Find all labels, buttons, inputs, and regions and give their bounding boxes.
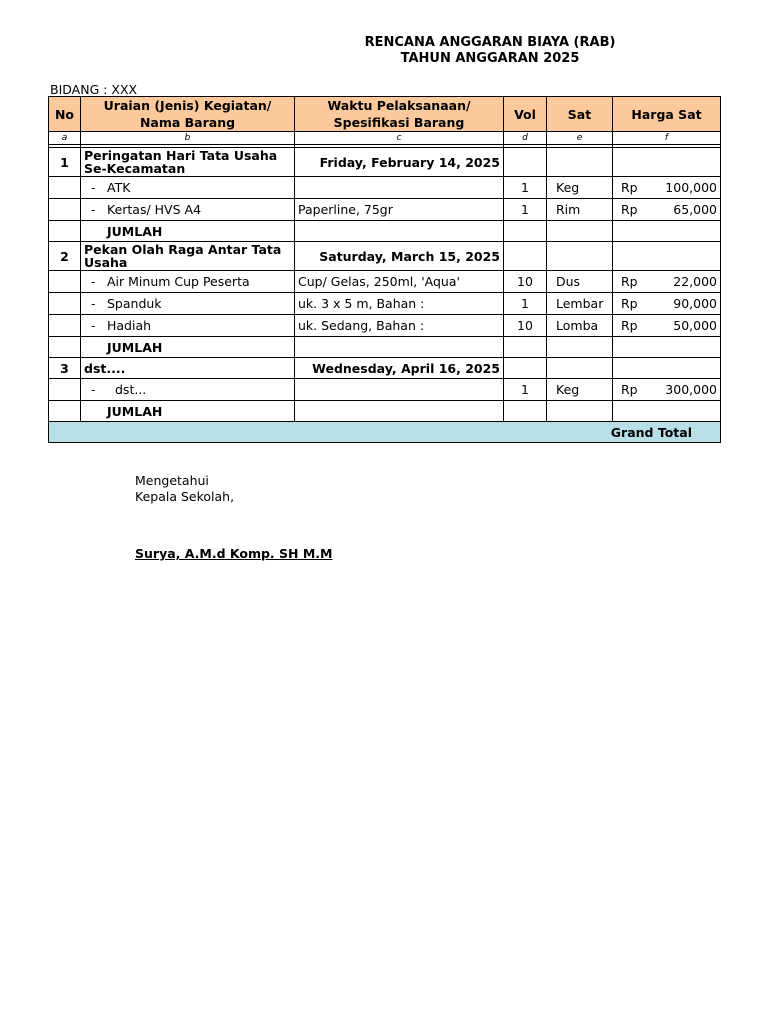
col-letter: c — [295, 132, 504, 145]
col-header-sat: Sat — [547, 97, 613, 132]
currency-label: Rp — [621, 318, 638, 333]
item-spec — [295, 379, 504, 401]
activity-row — [49, 148, 721, 177]
item-bullet: - — [91, 318, 96, 333]
item-bullet: - — [91, 202, 96, 217]
empty-cell — [613, 242, 721, 271]
empty-cell — [49, 337, 81, 358]
item-volume: 10 — [504, 315, 547, 337]
item-unit: Lomba — [547, 315, 613, 337]
empty-cell — [547, 401, 613, 422]
price-value: 300,000 — [665, 382, 717, 397]
item-row — [49, 315, 721, 337]
currency-label: Rp — [621, 296, 638, 311]
activity-date: Friday, February 14, 2025 — [295, 148, 504, 177]
signatory-name: Surya, A.M.d Komp. SH M.M — [135, 546, 333, 561]
item-bullet: - — [91, 296, 96, 311]
subtotal-label: JUMLAH — [81, 401, 295, 422]
item-price-cell — [613, 293, 721, 315]
col-header-vol: Vol — [504, 97, 547, 132]
col-letter: f — [613, 132, 721, 145]
item-price — [616, 318, 717, 333]
col-header-waktu: Waktu Pelaksanaan/ Spesifikasi Barang — [295, 97, 504, 132]
item-price — [616, 274, 717, 289]
column-letter-row — [49, 132, 721, 145]
price-value: 100,000 — [665, 180, 717, 195]
price-value: 50,000 — [673, 318, 717, 333]
table-header-row — [49, 97, 721, 132]
item-bullet: - — [91, 382, 96, 397]
item-spec: uk. Sedang, Bahan : — [295, 315, 504, 337]
empty-cell — [295, 337, 504, 358]
empty-cell — [547, 242, 613, 271]
item-price — [616, 202, 717, 217]
subtotal-row — [49, 221, 721, 242]
currency-label: Rp — [621, 274, 638, 289]
item-price — [616, 180, 717, 195]
currency-label: Rp — [621, 180, 638, 195]
col-letter: d — [504, 132, 547, 145]
item-unit: Keg — [547, 379, 613, 401]
subtotal-value — [613, 221, 721, 242]
empty-cell — [547, 148, 613, 177]
principal-title: Kepala Sekolah, — [135, 489, 235, 504]
budget-table — [48, 96, 721, 443]
empty-cell — [504, 337, 547, 358]
activity-number: 1 — [49, 148, 81, 177]
activity-row — [49, 358, 721, 379]
subtotal-value — [613, 337, 721, 358]
item-spec: uk. 3 x 5 m, Bahan : — [295, 293, 504, 315]
col-header-uraian: Uraian (Jenis) Kegiatan/ Nama Barang — [81, 97, 295, 132]
item-price-cell — [613, 199, 721, 221]
empty-cell — [49, 271, 81, 293]
empty-cell — [547, 221, 613, 242]
item-name-cell — [81, 379, 295, 401]
item-name-cell — [81, 271, 295, 293]
item-spec: Paperline, 75gr — [295, 199, 504, 221]
col-header-harga: Harga Sat — [613, 97, 721, 132]
item-volume: 1 — [504, 199, 547, 221]
item-name: ATK — [107, 180, 131, 195]
activity-number: 3 — [49, 358, 81, 379]
item-price — [616, 296, 717, 311]
col-letter: e — [547, 132, 613, 145]
grand-total-label: Grand Total — [49, 422, 721, 443]
price-value: 65,000 — [673, 202, 717, 217]
empty-cell — [295, 401, 504, 422]
empty-cell — [49, 221, 81, 242]
item-unit: Dus — [547, 271, 613, 293]
acknowledgement-label: Mengetahui — [135, 473, 209, 488]
empty-cell — [49, 401, 81, 422]
col-letter: a — [49, 132, 81, 145]
subtotal-label: JUMLAH — [81, 221, 295, 242]
empty-cell — [49, 177, 81, 199]
empty-cell — [49, 293, 81, 315]
empty-cell — [504, 221, 547, 242]
item-row — [49, 177, 721, 199]
activity-name: Peringatan Hari Tata Usaha Se-Kecamatan — [81, 148, 295, 177]
item-row — [49, 199, 721, 221]
empty-cell — [295, 221, 504, 242]
item-price-cell — [613, 315, 721, 337]
subtotal-row — [49, 401, 721, 422]
item-price-cell — [613, 271, 721, 293]
item-volume: 1 — [504, 379, 547, 401]
item-row — [49, 271, 721, 293]
subtotal-value — [613, 401, 721, 422]
item-unit: Keg — [547, 177, 613, 199]
item-price — [616, 382, 717, 397]
empty-cell — [49, 199, 81, 221]
document-title: RENCANA ANGGARAN BIAYA (RAB) — [364, 35, 616, 50]
col-header-no: No — [49, 97, 81, 132]
item-price-cell — [613, 177, 721, 199]
empty-cell — [547, 358, 613, 379]
price-value: 90,000 — [673, 296, 717, 311]
item-name-cell — [81, 199, 295, 221]
empty-cell — [504, 358, 547, 379]
empty-cell — [613, 358, 721, 379]
item-volume: 1 — [504, 177, 547, 199]
empty-cell — [504, 401, 547, 422]
item-bullet: - — [91, 274, 96, 289]
empty-cell — [504, 148, 547, 177]
subtotal-label: JUMLAH — [81, 337, 295, 358]
col-letter: b — [81, 132, 295, 145]
empty-cell — [49, 315, 81, 337]
empty-cell — [547, 337, 613, 358]
bidang-label: BIDANG : XXX — [50, 82, 138, 97]
item-volume: 10 — [504, 271, 547, 293]
item-name-cell — [81, 177, 295, 199]
currency-label: Rp — [621, 382, 638, 397]
item-spec: Cup/ Gelas, 250ml, 'Aqua' — [295, 271, 504, 293]
document-subtitle: TAHUN ANGGARAN 2025 — [400, 51, 580, 66]
grand-total-row — [49, 422, 721, 443]
item-name-cell — [81, 315, 295, 337]
item-price-cell — [613, 379, 721, 401]
activity-date: Saturday, March 15, 2025 — [295, 242, 504, 271]
subtotal-row — [49, 337, 721, 358]
item-volume: 1 — [504, 293, 547, 315]
empty-cell — [613, 148, 721, 177]
activity-number: 2 — [49, 242, 81, 271]
item-name-cell — [81, 293, 295, 315]
price-value: 22,000 — [673, 274, 717, 289]
activity-row — [49, 242, 721, 271]
currency-label: Rp — [621, 202, 638, 217]
empty-cell — [49, 379, 81, 401]
item-spec — [295, 177, 504, 199]
item-unit: Lembar — [547, 293, 613, 315]
activity-name: dst.... — [81, 358, 295, 379]
empty-cell — [504, 242, 547, 271]
item-name: Air Minum Cup Peserta — [107, 274, 250, 289]
item-name: Spanduk — [107, 296, 162, 311]
item-row — [49, 293, 721, 315]
item-row — [49, 379, 721, 401]
activity-name: Pekan Olah Raga Antar Tata Usaha — [81, 242, 295, 271]
item-bullet: - — [91, 180, 96, 195]
item-name: Kertas/ HVS A4 — [107, 202, 202, 217]
item-unit: Rim — [547, 199, 613, 221]
item-name: Hadiah — [107, 318, 152, 333]
activity-date: Wednesday, April 16, 2025 — [295, 358, 504, 379]
item-name: dst... — [115, 382, 147, 397]
